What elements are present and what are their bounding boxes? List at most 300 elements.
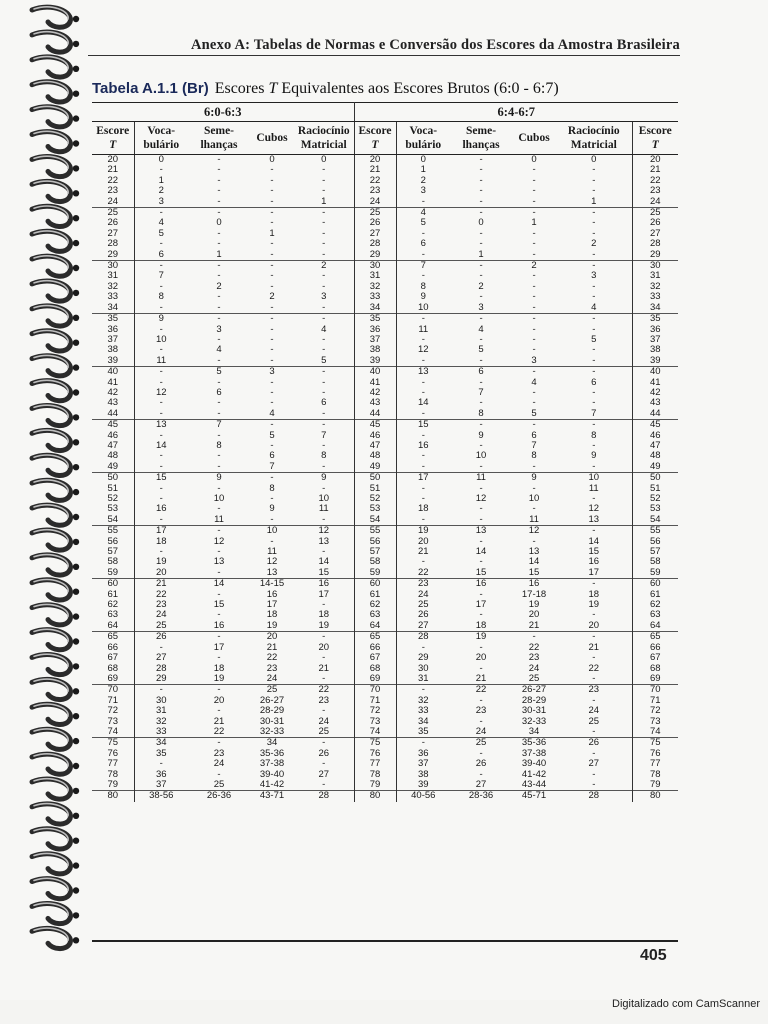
table-cell: 69 — [92, 674, 134, 685]
table-cell: 24 — [266, 672, 278, 684]
table-cell: 32 — [632, 282, 678, 292]
table-cell: 57 — [632, 547, 678, 557]
table-cell: - — [421, 407, 425, 419]
table-cell: 35 — [92, 314, 134, 325]
table-cell: - — [270, 174, 274, 186]
table-cell: - — [479, 227, 483, 239]
table-row — [92, 621, 678, 632]
table-cell: 9 — [591, 450, 597, 462]
table-cell: - — [159, 397, 163, 409]
table-row — [92, 451, 678, 461]
table-cell: 5 — [591, 333, 597, 345]
table-cell: - — [592, 652, 596, 664]
table-cell: 14 — [294, 557, 354, 567]
table-cell: - — [532, 482, 536, 494]
table-cell: 23 — [396, 579, 450, 590]
table-cell: 70 — [92, 685, 134, 696]
table-cell: 0 — [591, 154, 597, 165]
table-cell: - — [294, 547, 354, 557]
table-cell: - — [421, 386, 425, 398]
table-cell: 23 — [213, 747, 225, 759]
table-row — [92, 420, 678, 431]
table-cell: 38-56 — [134, 791, 188, 802]
table-cell: - — [250, 420, 294, 431]
table-cell: 72 — [354, 706, 396, 716]
table-cell: 5 — [531, 407, 537, 419]
table-cell: 64 — [354, 621, 396, 632]
table-cell: 6 — [531, 429, 537, 441]
table-cell: 26 — [134, 632, 188, 643]
table-cell: - — [294, 759, 354, 769]
table-cell: 7 — [531, 439, 537, 451]
table-cell: 0 — [420, 154, 426, 165]
table-cell: 26 — [556, 738, 632, 749]
table-cell: 75 — [92, 738, 134, 749]
table-cell: 13 — [213, 556, 225, 568]
table-cell: 21 — [134, 579, 188, 590]
table-cell: 5 — [188, 367, 250, 378]
table-cell: - — [421, 270, 425, 282]
table-cell: 28 — [632, 239, 678, 249]
table-cell: - — [592, 185, 596, 197]
table-cell: 71 — [632, 696, 678, 706]
table-cell: 73 — [354, 717, 396, 727]
table-cell: - — [270, 270, 274, 282]
table-cell: - — [217, 503, 221, 515]
table-cell: - — [270, 248, 274, 260]
table-cell: 14 — [155, 439, 167, 451]
table-cell: 24 — [155, 609, 167, 621]
table-cell: 19 — [528, 599, 540, 611]
table-cell: 20 — [155, 566, 167, 578]
table-cell: 29 — [632, 250, 678, 261]
table-cell: 14-15 — [250, 579, 294, 590]
table-row — [92, 176, 678, 186]
table-cell: 13 — [134, 420, 188, 431]
table-cell: - — [217, 238, 221, 250]
table-cell: - — [294, 653, 354, 663]
table-cell: 57 — [92, 547, 134, 557]
column-header: Voca- bulário — [134, 122, 188, 155]
table-cell: 8 — [420, 280, 426, 292]
table-row — [92, 367, 678, 378]
table-cell: 16 — [588, 556, 600, 568]
table-cell: 24 — [528, 662, 540, 674]
table-cell: - — [479, 270, 483, 282]
table-cell: 22 — [632, 176, 678, 186]
table-cell: 26-36 — [188, 791, 250, 802]
table-cell: 26-27 — [259, 694, 285, 706]
table-cell: 32 — [417, 694, 429, 706]
table-cell: 21 — [354, 165, 396, 175]
caption-text-pre: Escores — [214, 80, 269, 97]
table-cell: 78 — [92, 770, 134, 780]
table-cell: 5 — [158, 227, 164, 239]
table-cell: 58 — [354, 557, 396, 567]
table-cell: 17 — [475, 599, 487, 611]
table-cell: 2 — [591, 238, 597, 250]
table-cell: 79 — [632, 780, 678, 791]
table-cell: 73 — [632, 717, 678, 727]
table-cell: 22 — [266, 652, 278, 664]
table-cell: - — [532, 185, 536, 197]
table-cell: 24 — [417, 588, 429, 600]
table-cell: 19 — [213, 672, 225, 684]
table-cell: - — [421, 333, 425, 345]
table-cell: - — [479, 556, 483, 568]
table-cell: - — [532, 291, 536, 303]
table-cell: 10 — [417, 301, 429, 313]
table-row — [92, 717, 678, 727]
table-cell: 54 — [354, 515, 396, 526]
table-cell: 19 — [294, 621, 354, 632]
table-cell: 15 — [528, 566, 540, 578]
table-cell: 10 — [556, 473, 632, 484]
table-cell: - — [217, 227, 221, 239]
table-row — [92, 431, 678, 441]
table-cell: - — [421, 354, 425, 366]
table-cell: 27 — [92, 229, 134, 239]
table-cell: 34 — [354, 303, 396, 314]
table-cell: 3 — [294, 292, 354, 302]
table-cell: - — [479, 354, 483, 366]
group-right-header: 6:4-6:7 — [354, 103, 678, 122]
table-cell: 22 — [92, 176, 134, 186]
table-cell: 36 — [632, 325, 678, 335]
table-row — [92, 664, 678, 674]
table-label: Tabela A.1.1 (Br) — [92, 80, 209, 97]
table-cell: - — [421, 460, 425, 472]
table-cell: 10 — [294, 494, 354, 504]
table-cell: 0 — [478, 217, 484, 229]
table-cell: 19 — [588, 599, 600, 611]
table-cell: 28-29 — [259, 705, 285, 717]
table-cell: 3 — [420, 185, 426, 197]
table-cell: - — [270, 195, 274, 207]
table-cell: 27 — [588, 758, 600, 770]
table-cell: 9 — [478, 429, 484, 441]
table-cell: 25 — [155, 619, 167, 631]
table-cell: 19 — [266, 619, 278, 631]
table-cell: 77 — [92, 759, 134, 769]
table-cell: 29 — [354, 250, 396, 261]
table-cell: 9 — [512, 473, 556, 484]
running-header: Anexo A: Tabelas de Normas e Conversão dos Escores da Amostra Brasileira — [191, 37, 680, 53]
table-cell: 6 — [294, 398, 354, 408]
table-cell: 11 — [529, 513, 539, 525]
table-cell: - — [532, 333, 536, 345]
table-cell: 8 — [531, 450, 537, 462]
table-row — [92, 208, 678, 219]
table-cell: 6 — [269, 450, 275, 462]
table-cell: - — [217, 450, 221, 462]
table-cell: - — [479, 460, 483, 472]
table-cell: 42 — [632, 388, 678, 398]
table-cell: 65 — [632, 632, 678, 643]
table-cell: - — [294, 176, 354, 186]
table-cell: - — [592, 493, 596, 504]
table-cell: - — [396, 738, 450, 749]
table-cell: 67 — [354, 653, 396, 663]
table-cell: 22 — [450, 685, 512, 696]
table-cell: 4 — [531, 376, 537, 388]
table-cell: 1 — [478, 248, 484, 260]
table-cell: 80 — [354, 791, 396, 802]
table-cell: - — [270, 535, 274, 547]
table-cell: 36 — [354, 325, 396, 335]
table-cell: 29 — [155, 672, 167, 684]
table-cell: - — [294, 462, 354, 473]
table-cell: 19 — [450, 632, 512, 643]
table-cell: 20 — [417, 535, 429, 547]
table-cell: 37-38 — [259, 758, 285, 770]
table-cell: - — [217, 566, 221, 578]
table-cell: 76 — [354, 749, 396, 759]
table-row — [92, 271, 678, 281]
column-header: Seme- lhanças — [450, 122, 512, 155]
table-cell: 44 — [354, 409, 396, 420]
table-cell: 65 — [354, 632, 396, 643]
table-row — [92, 643, 678, 653]
table-cell: 41 — [632, 378, 678, 388]
table-cell: 21 — [528, 619, 540, 631]
table-cell: 6 — [420, 238, 426, 250]
table-cell: 51 — [92, 484, 134, 494]
group-left-header: 6:0-6:3 — [92, 103, 354, 122]
table-cell: - — [512, 367, 556, 378]
table-cell: - — [217, 397, 221, 409]
table-cell: 48 — [354, 451, 396, 461]
table-cell: 13 — [450, 526, 512, 537]
table-cell: - — [592, 778, 596, 790]
column-header: Raciocínio Matricial — [294, 122, 354, 155]
table-cell: 36 — [417, 747, 429, 759]
table-cell: 2 — [216, 280, 222, 292]
table-cell: 4 — [294, 325, 354, 335]
table-cell: 28 — [92, 239, 134, 249]
table-cell: 17 — [588, 566, 600, 578]
table-cell: - — [270, 280, 274, 292]
table-cell: 33 — [632, 292, 678, 302]
table-cell: 55 — [92, 526, 134, 537]
table-cell: 46 — [92, 431, 134, 441]
table-cell: 25 — [294, 727, 354, 738]
table-cell: 31 — [354, 271, 396, 281]
table-cell: - — [217, 609, 221, 621]
table-cell: 24 — [92, 197, 134, 208]
table-row — [92, 780, 678, 791]
table-cell: - — [479, 694, 483, 706]
table-cell: 24 — [354, 197, 396, 208]
table-cell: - — [532, 238, 536, 250]
table-row — [92, 356, 678, 367]
table-cell: - — [217, 354, 221, 366]
table-cell: 61 — [632, 590, 678, 600]
table-cell: 45 — [632, 420, 678, 431]
table-cell: 7 — [269, 460, 275, 472]
table-cell: 49 — [354, 462, 396, 473]
table-cell: 73 — [92, 717, 134, 727]
table-cell: 3 — [216, 323, 222, 335]
table-cell: 5 — [294, 356, 354, 367]
table-cell: 10 — [155, 333, 167, 345]
table-cell: 39-40 — [521, 758, 547, 770]
table-cell: 3 — [531, 354, 537, 366]
table-cell: 15 — [134, 473, 188, 484]
table-cell: 52 — [632, 494, 678, 504]
table-cell: - — [532, 195, 536, 207]
table-cell: 46 — [354, 431, 396, 441]
table-cell: 10 — [475, 450, 487, 462]
table-cell: 31 — [417, 672, 429, 684]
table-cell: 7 — [158, 270, 164, 282]
table-cell: - — [479, 164, 483, 176]
table-cell: 57 — [354, 547, 396, 557]
table-cell: - — [270, 164, 274, 176]
table-cell: 9 — [188, 473, 250, 484]
table-cell: - — [294, 409, 354, 420]
table-cell: 59 — [354, 568, 396, 579]
table-cell: 58 — [92, 557, 134, 567]
table-cell: - — [188, 261, 250, 272]
table-cell: - — [592, 164, 596, 176]
table-cell: - — [512, 420, 556, 431]
table-cell: 25 — [213, 778, 225, 790]
table-cell: - — [450, 420, 512, 431]
table-cell: 41-42 — [521, 768, 547, 780]
table-cell: - — [188, 208, 250, 219]
table-cell: - — [556, 314, 632, 325]
table-cell: 25 — [354, 208, 396, 219]
table-cell: - — [159, 546, 163, 558]
table-cell: - — [270, 217, 274, 229]
table-cell: 10 — [528, 493, 540, 504]
table-cell: 0 — [158, 154, 164, 165]
table-cell: 39 — [354, 356, 396, 367]
table-cell: 20 — [92, 155, 134, 166]
table-cell: 33 — [155, 725, 167, 737]
table-cell: - — [217, 333, 221, 345]
table-cell: 59 — [92, 568, 134, 579]
table-row — [92, 706, 678, 716]
table-cell: 21 — [632, 165, 678, 175]
table-cell: 21 — [588, 641, 600, 653]
table-cell: 2 — [478, 280, 484, 292]
table-cell: 21 — [92, 165, 134, 175]
table-cell: - — [134, 367, 188, 378]
table-cell: 6 — [158, 248, 164, 260]
table-cell: 52 — [92, 494, 134, 504]
table-cell: 47 — [92, 441, 134, 451]
table-cell: 51 — [632, 484, 678, 494]
table-cell: 6 — [216, 386, 222, 398]
table-cell: 21 — [266, 641, 278, 653]
table-cell: 24 — [588, 705, 600, 717]
table-cell: 61 — [92, 590, 134, 600]
header-rule — [88, 55, 680, 56]
table-cell: 6 — [450, 367, 512, 378]
table-cell: - — [450, 314, 512, 325]
table-cell: 5 — [269, 429, 275, 441]
table-cell: - — [592, 323, 596, 335]
table-cell: 66 — [92, 643, 134, 653]
column-header: Escore T — [354, 122, 396, 155]
table-cell: - — [512, 314, 556, 325]
table-cell: 70 — [632, 685, 678, 696]
table-cell: - — [188, 632, 250, 643]
table-cell: - — [479, 503, 483, 515]
table-cell: - — [270, 238, 274, 250]
table-cell: 11 — [450, 473, 512, 484]
table-cell: - — [556, 261, 632, 272]
table-cell: - — [250, 261, 294, 272]
table-cell: 4 — [396, 208, 450, 219]
table-cell: 39 — [417, 778, 429, 790]
table-cell: 22 — [588, 662, 600, 674]
table-cell: 50 — [92, 473, 134, 484]
table-cell: - — [294, 229, 354, 239]
table-cell: 39-40 — [259, 768, 285, 780]
table-cell: 67 — [92, 653, 134, 663]
table-cell: - — [556, 579, 632, 590]
table-cell: - — [217, 482, 221, 494]
table-row — [92, 303, 678, 314]
table-cell: 35 — [354, 314, 396, 325]
table-cell: 22 — [155, 588, 167, 600]
table-row — [92, 378, 678, 388]
table-cell: 21 — [213, 715, 225, 727]
table-cell: 28-36 — [450, 791, 512, 802]
table-cell: - — [217, 429, 221, 441]
table-cell: 24 — [632, 197, 678, 208]
table-cell: 47 — [632, 441, 678, 451]
table-cell: - — [159, 344, 163, 356]
table-cell: - — [159, 758, 163, 770]
table-cell: 15 — [588, 546, 600, 558]
table-cell: - — [217, 195, 221, 207]
table-cell: - — [421, 450, 425, 462]
table-cell: 16 — [450, 579, 512, 590]
table-cell: - — [556, 367, 632, 378]
table-cell: 13 — [396, 367, 450, 378]
table-cell: 74 — [92, 727, 134, 738]
table-cell: 20 — [475, 652, 487, 664]
table-cell: 23 — [294, 696, 354, 706]
table-cell: 53 — [354, 504, 396, 514]
table-cell: 15 — [294, 568, 354, 579]
table-cell: 17-18 — [521, 588, 547, 600]
table-cell: 8 — [158, 291, 164, 303]
column-header: Voca- bulário — [396, 122, 450, 155]
table-cell: - — [450, 208, 512, 219]
table-cell: 76 — [632, 749, 678, 759]
table-cell: 50 — [632, 473, 678, 484]
table-cell: 25 — [528, 672, 540, 684]
table-cell: 24 — [294, 717, 354, 727]
table-cell: 27 — [354, 229, 396, 239]
table-cell: 35-36 — [259, 747, 285, 759]
table-cell: - — [217, 291, 221, 303]
table-cell: - — [421, 556, 425, 568]
table-cell: 41 — [354, 378, 396, 388]
table-cell: 15 — [396, 420, 450, 431]
table-cell: 28 — [396, 632, 450, 643]
table-cell: 64 — [632, 621, 678, 632]
table-cell: - — [294, 250, 354, 261]
table-cell: - — [159, 482, 163, 494]
table-cell: - — [421, 227, 425, 239]
table-cell: - — [479, 174, 483, 186]
